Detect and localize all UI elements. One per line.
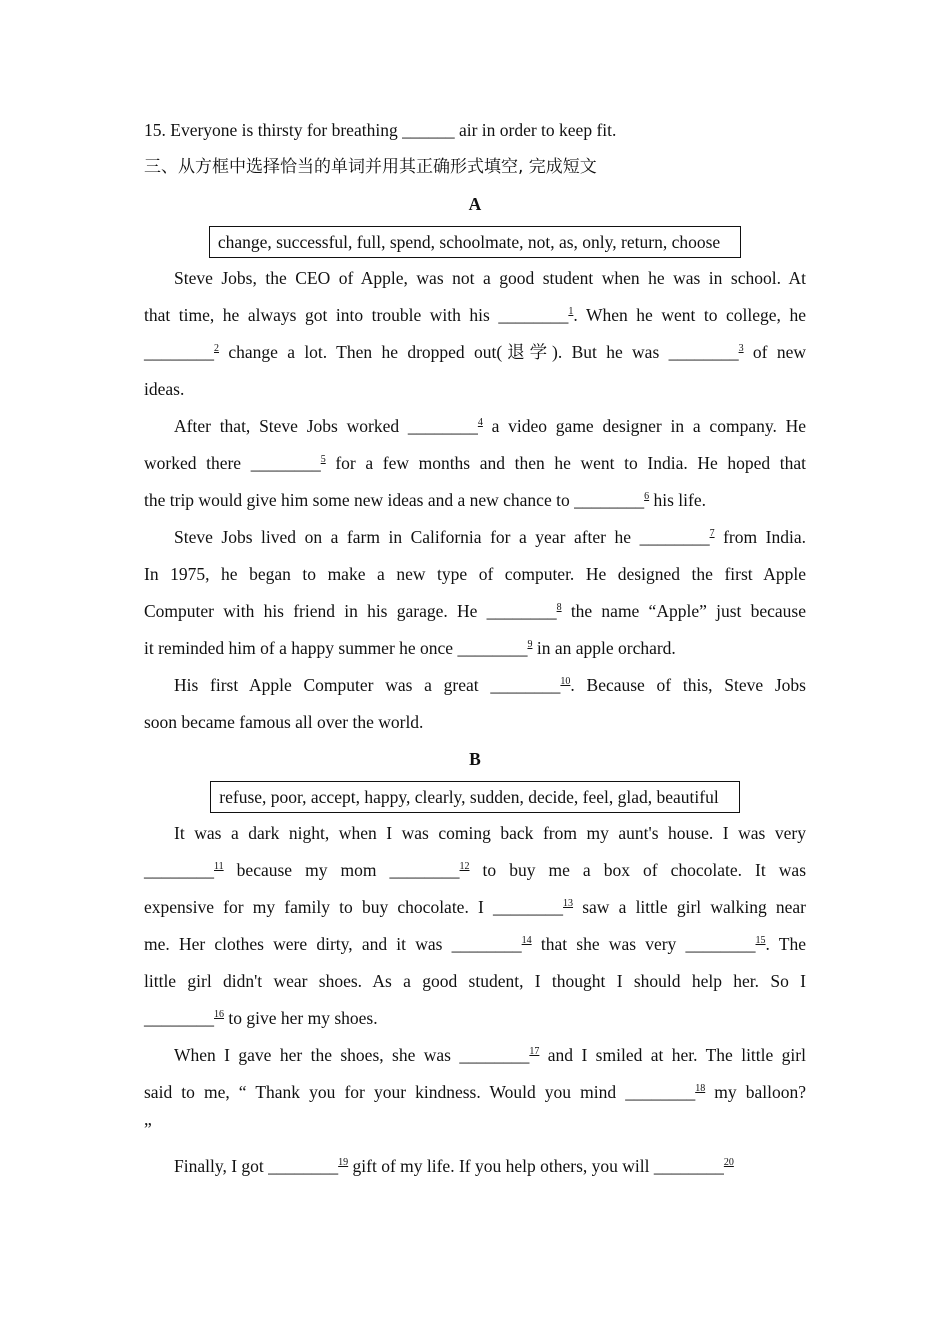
- passage-b-line: [144, 852, 806, 889]
- blank-number: 14: [521, 935, 532, 946]
- line-text: In 1975, he began to make a new type of computer. He designed the first Apple: [144, 564, 806, 584]
- line-text: from India.: [714, 527, 806, 547]
- passage-b-line: [144, 815, 806, 852]
- passage-a-line: [144, 260, 806, 297]
- passage-a-line: [144, 482, 806, 519]
- passage-a-line: [144, 667, 806, 704]
- line-text: expensive for my family to buy chocolate. I ________: [144, 897, 564, 917]
- blank-number: 1: [568, 306, 574, 317]
- line-text: me. Her clothes were dirty, and it was ________: [144, 934, 522, 954]
- blank-number: 2: [214, 343, 219, 354]
- blank-number: 10: [560, 676, 571, 687]
- blank-number: 16: [214, 1009, 224, 1020]
- line-text: Steve Jobs lived on a farm in California for a year after he ________: [174, 527, 710, 547]
- line-text: His first Apple Computer was a great ________: [174, 675, 561, 695]
- line-text: the trip would give him some new ideas and a new chance to ________: [144, 490, 645, 510]
- line-text: After that, Steve Jobs worked ________: [174, 416, 478, 436]
- line-text: said to me, “ Thank you for your kindness. Would you mind ________: [144, 1082, 696, 1102]
- passage-b-heading: B: [469, 749, 481, 769]
- line-text: . When he went to college, he: [573, 305, 806, 325]
- passage-a-line: [144, 556, 806, 593]
- question-15: 15. Everyone is thirsty for breathing ______ air in order to keep fit.: [144, 120, 617, 140]
- line-text: When I gave her the shoes, she was ________: [174, 1045, 530, 1065]
- passage-a-line: [144, 445, 806, 482]
- line-text: saw a little girl walking near: [573, 897, 807, 917]
- line-text: Finally, I got ________: [174, 1156, 339, 1176]
- blank-number: 20: [723, 1157, 734, 1168]
- line-text: of new: [743, 342, 806, 362]
- passage-b-line: [144, 1037, 806, 1074]
- passage-a-line: [144, 630, 806, 667]
- passage-b-line: [144, 1074, 806, 1111]
- passage-a-body: [144, 260, 806, 741]
- line-text: It was a dark night, when I was coming back from my aunt's house. I was very: [174, 823, 806, 843]
- passage-a-line: [144, 593, 806, 630]
- passage-a-word-box-row: [144, 223, 806, 260]
- line-text: change a lot. Then he dropped out(退学). But he was ________: [219, 342, 739, 362]
- blank-number: 12: [459, 861, 470, 872]
- section-title: 三、从方框中选择恰当的单词并用其正确形式填空, 完成短文: [144, 157, 597, 177]
- line-text: that time, he always got into trouble with his ________: [144, 305, 569, 325]
- line-text: Computer with his friend in his garage. He ________: [144, 601, 557, 621]
- blank-number: 7: [709, 528, 715, 539]
- passage-b-line: [144, 1148, 806, 1185]
- line-text: little girl didn't wear shoes. As a good student, I thought I should help her. So I: [144, 971, 806, 991]
- blank-number: 18: [695, 1083, 706, 1094]
- line-text: because my mom ________: [223, 860, 460, 880]
- line-text: and I smiled at her. The little girl: [539, 1045, 806, 1065]
- blank-number: 9: [527, 639, 533, 650]
- line-text: . Because of this, Steve Jobs: [570, 675, 806, 695]
- line-text: to buy me a box of chocolate. It was: [469, 860, 807, 880]
- line-text: that she was very ________: [531, 934, 756, 954]
- blank-number: 3: [738, 343, 744, 354]
- passage-a-line: [144, 704, 806, 741]
- line-text: the name “Apple” just because: [561, 601, 806, 621]
- line-text: soon became famous all over the world.: [144, 712, 424, 732]
- blank-number: 19: [338, 1157, 349, 1168]
- line-text: in an apple orchard.: [532, 638, 676, 658]
- passage-a-word-box: change, successful, full, spend, schoolmate, not, as, only, return, choose: [209, 226, 741, 258]
- passage-a-line: [144, 519, 806, 556]
- passage-a-line: [144, 371, 806, 408]
- line-text: ________: [144, 342, 214, 362]
- document-page: [144, 112, 806, 1185]
- passage-a-line: [144, 334, 806, 371]
- blank-number: 8: [556, 602, 562, 613]
- line-text: it reminded him of a happy summer he once ________: [144, 638, 528, 658]
- blank-number: 13: [563, 898, 574, 909]
- blank-number: 11: [214, 861, 224, 872]
- passage-b-line: [144, 1111, 806, 1148]
- line-text: his life.: [649, 490, 706, 510]
- line-text: worked there ________: [144, 453, 321, 473]
- passage-b-word-box-row: [144, 778, 806, 815]
- passage-b-line: [144, 926, 806, 963]
- passage-b-line: [144, 889, 806, 926]
- blank-number: 6: [644, 491, 650, 502]
- blank-number: 5: [320, 454, 326, 465]
- line-text: . The: [765, 934, 806, 954]
- passage-a-line: [144, 297, 806, 334]
- line-text: ideas.: [144, 379, 185, 399]
- blank-number: 17: [529, 1046, 540, 1057]
- passage-b-line: [144, 963, 806, 1000]
- passage-b-line: [144, 1000, 806, 1037]
- blank-number: 4: [477, 417, 483, 428]
- line-text: a video game designer in a company. He: [482, 416, 806, 436]
- line-text: gift of my life. If you help others, you will ________: [348, 1156, 724, 1176]
- line-text: ________: [144, 1008, 214, 1028]
- passage-b-body: [144, 815, 806, 1185]
- line-text: ________: [144, 860, 214, 880]
- line-text: ”: [144, 1119, 152, 1139]
- blank-number: 15: [755, 935, 766, 946]
- passage-a-heading: A: [468, 194, 482, 214]
- line-text: to give her my shoes.: [224, 1008, 378, 1028]
- line-text: my balloon?: [705, 1082, 806, 1102]
- line-text: for a few months and then he went to India. He hoped that: [325, 453, 806, 473]
- line-text: Steve Jobs, the CEO of Apple, was not a good student when he was in school. At: [174, 268, 806, 288]
- passage-b-word-box: refuse, poor, accept, happy, clearly, sudden, decide, feel, glad, beautiful: [210, 781, 739, 813]
- passage-a-line: [144, 408, 806, 445]
